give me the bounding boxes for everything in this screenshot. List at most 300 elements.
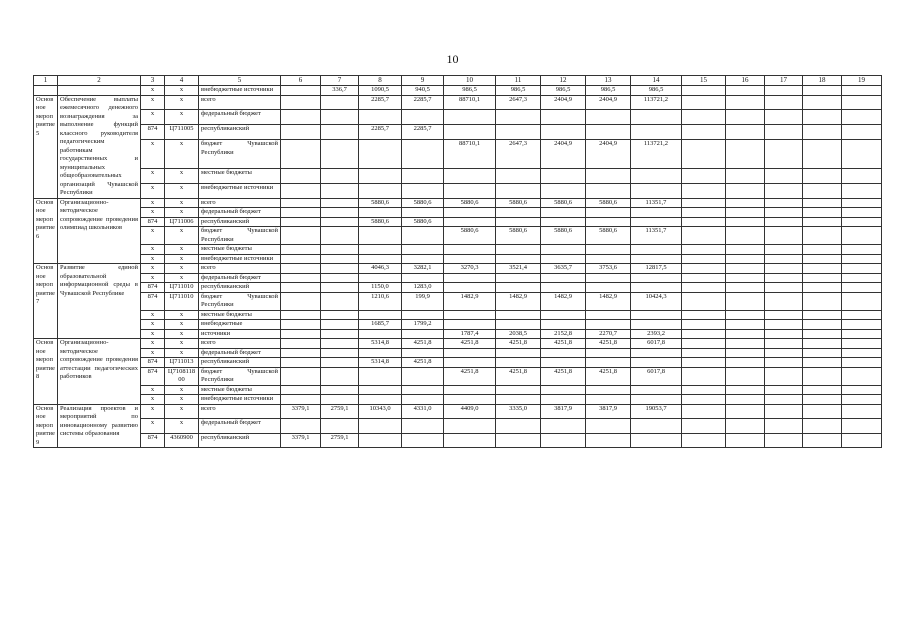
- column-number: 17: [765, 76, 803, 86]
- empty-cell: [803, 245, 842, 255]
- empty-cell: [803, 208, 842, 218]
- amount-cell: [444, 395, 496, 405]
- amount-cell: 2759,1: [321, 404, 359, 419]
- amount-cell: [541, 217, 586, 227]
- amount-cell: [281, 320, 321, 330]
- empty-cell: [842, 358, 882, 368]
- responsible-code: х: [141, 183, 165, 198]
- empty-cell: [682, 273, 726, 283]
- column-number: 10: [444, 76, 496, 86]
- empty-cell: [726, 339, 765, 349]
- responsible-code: х: [141, 110, 165, 125]
- amount-cell: 4251,8: [586, 339, 631, 349]
- amount-cell: [359, 310, 402, 320]
- empty-cell: [726, 140, 765, 168]
- table-row: [34, 140, 882, 168]
- budget-code: Ц711006: [165, 217, 199, 227]
- table-row: [34, 358, 882, 368]
- empty-cell: [803, 329, 842, 339]
- responsible-code: 874: [141, 292, 165, 310]
- responsible-code: х: [141, 95, 165, 110]
- amount-cell: 4251,8: [444, 367, 496, 385]
- amount-cell: [321, 208, 359, 218]
- amount-cell: [321, 168, 359, 183]
- amount-cell: [281, 140, 321, 168]
- amount-cell: [496, 110, 541, 125]
- amount-cell: [586, 217, 631, 227]
- responsible-code: х: [141, 404, 165, 419]
- amount-cell: [321, 385, 359, 395]
- amount-cell: [444, 283, 496, 293]
- empty-cell: [803, 404, 842, 419]
- amount-cell: [321, 329, 359, 339]
- amount-cell: 4251,8: [541, 339, 586, 349]
- empty-cell: [842, 329, 882, 339]
- amount-cell: [586, 168, 631, 183]
- budget-code: х: [165, 95, 199, 110]
- empty-cell: [765, 367, 803, 385]
- table-row: [34, 208, 882, 218]
- empty-cell: [726, 320, 765, 330]
- empty-cell: [842, 168, 882, 183]
- amount-cell: [359, 245, 402, 255]
- amount-cell: 3521,4: [496, 264, 541, 274]
- event-name: Обеспечение выплаты ежемесячного денежного вознаграждения за выполнение функций классного руководителя педагогическим работникам государственных и муниципальных общеобразовательных организаций Чувашской Республики: [58, 95, 141, 198]
- amount-cell: 3270,3: [444, 264, 496, 274]
- budget-code: х: [165, 339, 199, 349]
- amount-cell: [541, 348, 586, 358]
- amount-cell: [359, 227, 402, 245]
- amount-cell: 1482,9: [586, 292, 631, 310]
- amount-cell: 2404,9: [541, 140, 586, 168]
- amount-cell: [281, 348, 321, 358]
- empty-cell: [842, 264, 882, 274]
- amount-cell: [586, 283, 631, 293]
- empty-cell: [842, 283, 882, 293]
- amount-cell: [586, 385, 631, 395]
- empty-cell: [682, 125, 726, 140]
- amount-cell: 1482,9: [541, 292, 586, 310]
- amount-cell: [359, 395, 402, 405]
- amount-cell: 2270,7: [586, 329, 631, 339]
- event-name: Развитие единой образовательной информационной среды в Чувашской Республике: [58, 264, 141, 339]
- amount-cell: [496, 419, 541, 434]
- amount-cell: [321, 110, 359, 125]
- amount-cell: [321, 254, 359, 264]
- amount-cell: [359, 273, 402, 283]
- amount-cell: [541, 320, 586, 330]
- empty-cell: [842, 395, 882, 405]
- column-number: 15: [682, 76, 726, 86]
- budget-code: х: [165, 198, 199, 208]
- empty-cell: [765, 208, 803, 218]
- funding-source: местные бюджеты: [199, 245, 281, 255]
- funding-source: федеральный бюджет: [199, 208, 281, 218]
- amount-cell: [631, 217, 682, 227]
- amount-cell: 986,5: [586, 86, 631, 96]
- empty-cell: [842, 208, 882, 218]
- amount-cell: 986,5: [444, 86, 496, 96]
- amount-cell: 2404,9: [541, 95, 586, 110]
- amount-cell: [586, 348, 631, 358]
- amount-cell: [321, 292, 359, 310]
- amount-cell: 2285,7: [402, 95, 444, 110]
- amount-cell: [402, 140, 444, 168]
- empty-cell: [726, 86, 765, 96]
- funding-source: всего: [199, 404, 281, 419]
- column-number: 16: [726, 76, 765, 86]
- funding-source: всего: [199, 264, 281, 274]
- amount-cell: 940,5: [402, 86, 444, 96]
- empty-cell: [682, 292, 726, 310]
- amount-cell: [496, 208, 541, 218]
- amount-cell: [444, 168, 496, 183]
- empty-cell: [842, 183, 882, 198]
- column-number: 8: [359, 76, 402, 86]
- empty-cell: [726, 217, 765, 227]
- funding-source: федеральный бюджет: [199, 273, 281, 283]
- empty-cell: [726, 367, 765, 385]
- responsible-code: х: [141, 140, 165, 168]
- amount-cell: [631, 254, 682, 264]
- empty-cell: [842, 125, 882, 140]
- amount-cell: 3753,6: [586, 264, 631, 274]
- empty-cell: [842, 339, 882, 349]
- amount-cell: [402, 273, 444, 283]
- table-row: [34, 86, 882, 96]
- empty-cell: [842, 254, 882, 264]
- empty-cell: [682, 348, 726, 358]
- table-row: [34, 310, 882, 320]
- empty-cell: [803, 348, 842, 358]
- empty-cell: [765, 433, 803, 448]
- empty-cell: [682, 385, 726, 395]
- responsible-code: х: [141, 339, 165, 349]
- empty-cell: [765, 86, 803, 96]
- amount-cell: 2404,9: [586, 140, 631, 168]
- amount-cell: [586, 245, 631, 255]
- funding-source: республиканский: [199, 433, 281, 448]
- table-row: [34, 320, 882, 330]
- amount-cell: 6017,8: [631, 339, 682, 349]
- funding-source: федеральный бюджет: [199, 348, 281, 358]
- empty-cell: [765, 339, 803, 349]
- amount-cell: [631, 395, 682, 405]
- amount-cell: [402, 227, 444, 245]
- amount-cell: [281, 264, 321, 274]
- amount-cell: [496, 283, 541, 293]
- amount-cell: [631, 183, 682, 198]
- responsible-code: х: [141, 320, 165, 330]
- amount-cell: 6017,8: [631, 367, 682, 385]
- funding-source: республиканский: [199, 125, 281, 140]
- amount-cell: [321, 395, 359, 405]
- empty-cell: [842, 86, 882, 96]
- empty-cell: [682, 168, 726, 183]
- empty-cell: [765, 283, 803, 293]
- amount-cell: 2647,3: [496, 95, 541, 110]
- empty-cell: [803, 433, 842, 448]
- budget-code: Ц711005: [165, 125, 199, 140]
- column-number: 19: [842, 76, 882, 86]
- amount-cell: [586, 358, 631, 368]
- amount-cell: [444, 348, 496, 358]
- responsible-code: х: [141, 86, 165, 96]
- responsible-code: 874: [141, 217, 165, 227]
- amount-cell: [496, 273, 541, 283]
- amount-cell: [631, 348, 682, 358]
- amount-cell: [321, 217, 359, 227]
- amount-cell: [541, 283, 586, 293]
- amount-cell: [541, 208, 586, 218]
- empty-cell: [726, 433, 765, 448]
- funding-source: бюджет Чувашской Республики: [199, 367, 281, 385]
- amount-cell: [444, 310, 496, 320]
- amount-cell: 986,5: [631, 86, 682, 96]
- amount-cell: 5314,8: [359, 358, 402, 368]
- empty-cell: [765, 358, 803, 368]
- amount-cell: [496, 217, 541, 227]
- amount-cell: 336,7: [321, 86, 359, 96]
- empty-cell: [682, 183, 726, 198]
- empty-cell: [803, 395, 842, 405]
- budget-code: Ц711013: [165, 358, 199, 368]
- column-number: 13: [586, 76, 631, 86]
- amount-cell: [444, 273, 496, 283]
- amount-cell: [321, 140, 359, 168]
- amount-cell: 5880,6: [444, 227, 496, 245]
- empty-cell: [765, 329, 803, 339]
- empty-cell: [765, 95, 803, 110]
- amount-cell: 4046,3: [359, 264, 402, 274]
- funding-source: республиканский: [199, 283, 281, 293]
- empty-cell: [765, 404, 803, 419]
- amount-cell: 2152,8: [541, 329, 586, 339]
- amount-cell: [281, 110, 321, 125]
- amount-cell: 12817,5: [631, 264, 682, 274]
- funding-source: федеральный бюджет: [199, 110, 281, 125]
- amount-cell: 88710,1: [444, 95, 496, 110]
- empty-cell: [682, 227, 726, 245]
- amount-cell: [444, 254, 496, 264]
- table-row: [34, 183, 882, 198]
- budget-code: х: [165, 310, 199, 320]
- event-name: Реализация проектов и мероприятий по инновационному развитию системы образования: [58, 404, 141, 448]
- amount-cell: 986,5: [541, 86, 586, 96]
- empty-cell: [842, 310, 882, 320]
- table-row: [34, 198, 882, 208]
- amount-cell: [631, 110, 682, 125]
- amount-cell: [631, 125, 682, 140]
- amount-cell: [281, 395, 321, 405]
- budget-code: х: [165, 348, 199, 358]
- amount-cell: [281, 227, 321, 245]
- amount-cell: 2285,7: [359, 125, 402, 140]
- amount-cell: 2393,2: [631, 329, 682, 339]
- amount-cell: 5880,6: [359, 217, 402, 227]
- column-number: 1: [34, 76, 58, 86]
- empty-cell: [803, 183, 842, 198]
- amount-cell: [541, 168, 586, 183]
- amount-cell: 5314,8: [359, 339, 402, 349]
- empty-cell: [765, 395, 803, 405]
- empty-cell: [803, 310, 842, 320]
- amount-cell: 113721,2: [631, 140, 682, 168]
- amount-cell: [321, 348, 359, 358]
- budget-code: х: [165, 395, 199, 405]
- empty-cell: [682, 320, 726, 330]
- amount-cell: 5880,6: [541, 227, 586, 245]
- table-row: [34, 329, 882, 339]
- empty-cell: [726, 227, 765, 245]
- empty-cell: [842, 198, 882, 208]
- amount-cell: [541, 245, 586, 255]
- empty-cell: [803, 86, 842, 96]
- column-number: 4: [165, 76, 199, 86]
- amount-cell: [496, 245, 541, 255]
- budget-code: х: [165, 273, 199, 283]
- empty-cell: [726, 245, 765, 255]
- amount-cell: [541, 433, 586, 448]
- empty-cell: [726, 419, 765, 434]
- table-row: [34, 95, 882, 110]
- amount-cell: 2285,7: [402, 125, 444, 140]
- amount-cell: [281, 385, 321, 395]
- amount-cell: 1210,6: [359, 292, 402, 310]
- empty-cell: [726, 168, 765, 183]
- empty-cell: [726, 385, 765, 395]
- event-label: Основное мероприятие 7: [34, 264, 58, 339]
- amount-cell: [586, 395, 631, 405]
- amount-cell: [444, 183, 496, 198]
- budget-code: х: [165, 385, 199, 395]
- amount-cell: 199,9: [402, 292, 444, 310]
- table-row: [34, 125, 882, 140]
- amount-cell: [541, 358, 586, 368]
- amount-cell: [496, 348, 541, 358]
- funding-source: местные бюджеты: [199, 385, 281, 395]
- amount-cell: [281, 168, 321, 183]
- funding-source: всего: [199, 95, 281, 110]
- amount-cell: [496, 125, 541, 140]
- amount-cell: [281, 254, 321, 264]
- amount-cell: [631, 385, 682, 395]
- funding-source: федеральный бюджет: [199, 419, 281, 434]
- amount-cell: [444, 208, 496, 218]
- responsible-code: 874: [141, 367, 165, 385]
- amount-cell: 5880,6: [444, 198, 496, 208]
- empty-cell: [765, 292, 803, 310]
- table-row: [34, 168, 882, 183]
- amount-cell: [444, 125, 496, 140]
- amount-cell: 1787,4: [444, 329, 496, 339]
- amount-cell: 1090,5: [359, 86, 402, 96]
- amount-cell: [281, 183, 321, 198]
- empty-cell: [803, 367, 842, 385]
- funding-source: внебюджетные источники: [199, 86, 281, 96]
- funding-source: внебюджетные источники: [199, 183, 281, 198]
- empty-cell: [726, 95, 765, 110]
- amount-cell: [402, 110, 444, 125]
- responsible-code: 874: [141, 283, 165, 293]
- amount-cell: 3282,1: [402, 264, 444, 274]
- empty-cell: [682, 86, 726, 96]
- event-name: Организационно-методическое сопровождение проведения олимпиад школьников: [58, 198, 141, 264]
- budget-code: х: [165, 110, 199, 125]
- table-header-row: [34, 76, 882, 86]
- budget-code: х: [165, 329, 199, 339]
- amount-cell: 4251,8: [496, 339, 541, 349]
- funding-source: местные бюджеты: [199, 168, 281, 183]
- amount-cell: [586, 320, 631, 330]
- amount-cell: [541, 183, 586, 198]
- amount-cell: [586, 208, 631, 218]
- amount-cell: [631, 273, 682, 283]
- responsible-code: х: [141, 254, 165, 264]
- empty-cell: [765, 348, 803, 358]
- amount-cell: [321, 125, 359, 140]
- budget-code: х: [165, 227, 199, 245]
- budget-code: х: [165, 320, 199, 330]
- amount-cell: [586, 125, 631, 140]
- amount-cell: [281, 358, 321, 368]
- table-row: [34, 292, 882, 310]
- amount-cell: [321, 367, 359, 385]
- empty-cell: [726, 198, 765, 208]
- column-number: 9: [402, 76, 444, 86]
- funding-source: внебюджетные источники: [199, 395, 281, 405]
- amount-cell: 5880,6: [586, 227, 631, 245]
- amount-cell: 1150,0: [359, 283, 402, 293]
- amount-cell: [359, 329, 402, 339]
- amount-cell: [281, 217, 321, 227]
- budget-code: х: [165, 254, 199, 264]
- amount-cell: 1482,9: [444, 292, 496, 310]
- empty-cell: [682, 208, 726, 218]
- amount-cell: [586, 110, 631, 125]
- empty-cell: [682, 95, 726, 110]
- amount-cell: [281, 419, 321, 434]
- amount-cell: 5880,6: [586, 198, 631, 208]
- amount-cell: [359, 385, 402, 395]
- amount-cell: 4331,0: [402, 404, 444, 419]
- funding-source: внебюджетные источники: [199, 254, 281, 264]
- amount-cell: [496, 310, 541, 320]
- amount-cell: 2404,9: [586, 95, 631, 110]
- funding-source: внебюджетные: [199, 320, 281, 330]
- amount-cell: [631, 208, 682, 218]
- amount-cell: [496, 433, 541, 448]
- amount-cell: 88710,1: [444, 140, 496, 168]
- funding-source: источники: [199, 329, 281, 339]
- responsible-code: 874: [141, 433, 165, 448]
- event-label: Основное мероприятие 5: [34, 95, 58, 198]
- amount-cell: [402, 254, 444, 264]
- empty-cell: [726, 358, 765, 368]
- empty-cell: [682, 395, 726, 405]
- amount-cell: [496, 395, 541, 405]
- amount-cell: [496, 320, 541, 330]
- empty-cell: [682, 404, 726, 419]
- column-number: 5: [199, 76, 281, 86]
- empty-cell: [803, 198, 842, 208]
- amount-cell: 3817,9: [586, 404, 631, 419]
- amount-cell: 11351,7: [631, 198, 682, 208]
- amount-cell: 10424,3: [631, 292, 682, 310]
- column-number: 7: [321, 76, 359, 86]
- responsible-code: х: [141, 419, 165, 434]
- amount-cell: [402, 395, 444, 405]
